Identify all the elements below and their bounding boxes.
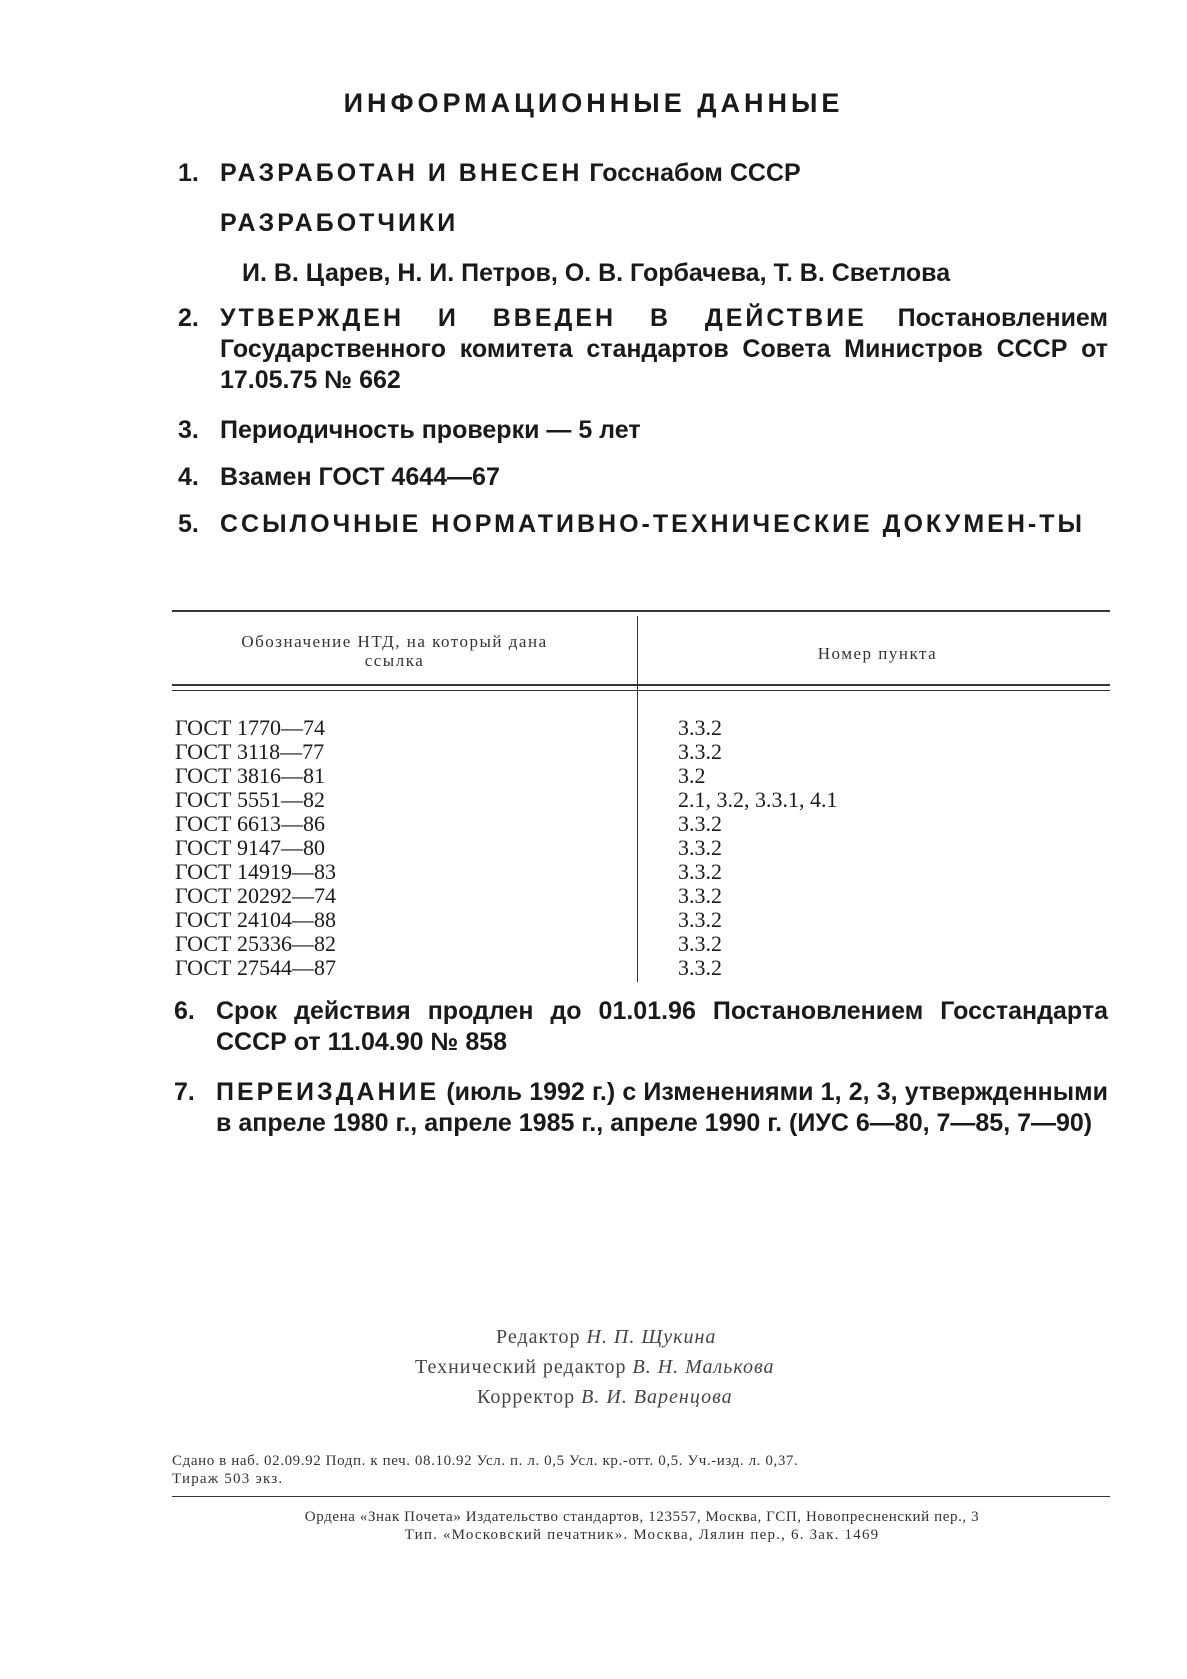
- item-text: Постановлением Государственного комитета стандартов Совета Министров СССР от 17.05.75 № 662: [220, 304, 1109, 394]
- table-cell-document: ГОСТ 14919—83: [175, 859, 336, 884]
- table-cell-document: ГОСТ 3118—77: [175, 739, 325, 764]
- table-cell-document: ГОСТ 9147—80: [175, 835, 325, 860]
- table-cell-clause: 3.3.2: [678, 715, 722, 740]
- item-number: 7.: [174, 1078, 195, 1106]
- imprint-line: Ордена «Знак Почета» Издательство стандартов, 123557, Москва, ГСП, Новопресненский пер., 3: [304, 1509, 980, 1525]
- item-3: [178, 415, 1108, 446]
- table-cell-document: ГОСТ 6613—86: [175, 811, 325, 836]
- item-2: [178, 303, 1108, 399]
- table-cell-document: ГОСТ 3816—81: [175, 763, 325, 788]
- table-column-clauses: [678, 716, 1098, 980]
- table-cell-clause: 3.2: [678, 763, 706, 788]
- item-text: Периодичность проверки — 5 лет: [220, 416, 641, 444]
- page-title: ИНФОРМАЦИОННЫЕ ДАННЫЕ: [343, 88, 844, 118]
- table-column-divider: [637, 616, 638, 982]
- tech-editor-line: [380, 1352, 900, 1382]
- proofreader-name: В. И. Варенцова: [581, 1386, 733, 1408]
- table-header-document: Обозначение НТД, на который дана ссылка: [241, 632, 548, 670]
- imprint-divider: [172, 1496, 1110, 1497]
- editor-name: Н. П. Щукина: [586, 1326, 717, 1348]
- table-cell-document: ГОСТ 27544—87: [175, 955, 336, 980]
- table-cell-clause: 3.3.2: [678, 931, 722, 956]
- item-1: [178, 158, 1108, 287]
- table-cell-clause: 3.3.2: [678, 907, 722, 932]
- editor-label: Редактор: [496, 1326, 581, 1348]
- table-cell-clause: 3.3.2: [678, 883, 722, 908]
- proofreader-line: [380, 1382, 900, 1412]
- item-text: Госснабом СССР: [589, 159, 801, 187]
- item-5: [178, 509, 1108, 571]
- table-cell-document: ГОСТ 24104—88: [175, 907, 336, 932]
- table-cell-clause: 3.3.2: [678, 859, 722, 884]
- table-cell-clause: 3.3.2: [678, 955, 722, 980]
- item-text: Взамен ГОСТ 4644—67: [220, 463, 500, 491]
- item-4: [178, 462, 1108, 493]
- item-number: 6.: [174, 997, 195, 1025]
- item-caps: ПЕРЕИЗДАНИЕ: [216, 1078, 440, 1106]
- table-cell-document: ГОСТ 1770—74: [175, 715, 325, 740]
- proofreader-label: Корректор: [477, 1386, 576, 1408]
- item-caps: УТВЕРЖДЕН И ВВЕДЕН В ДЕЙСТВИЕ: [220, 304, 867, 332]
- item-number: 2.: [178, 304, 199, 332]
- imprint-line: Тип. «Московский печатник». Москва, Лялин пер., 6. Зак. 1469: [404, 1527, 880, 1543]
- item-text: (июль 1992 г.) с Изменениями 1, 2, 3, утвержденными в апреле 1980 г., апреле 1985 г., апреле 1990 г. (ИУС 6—80, 7—85, 7—90): [216, 1078, 1108, 1137]
- table-header-clause: Номер пункта: [817, 644, 938, 663]
- item-caps: РАЗРАБОТАН И ВНЕСЕН: [220, 159, 583, 187]
- imprint-print-data: [172, 1452, 1112, 1488]
- imprint-line: Сдано в наб. 02.09.92 Подп. к печ. 08.10.92 Усл. п. л. 0,5 Усл. кр.-отт. 0,5. Уч.-изд. л. 0,37.: [172, 1453, 799, 1469]
- credits-block: [380, 1322, 900, 1412]
- table-cell-clause: 2.1, 3.2, 3.3.1, 4.1: [678, 787, 838, 812]
- editor-line: [380, 1322, 900, 1352]
- table-cell-document: ГОСТ 5551—82: [175, 787, 325, 812]
- item-number: 5.: [178, 510, 199, 538]
- tech-editor-name: В. Н. Малькова: [632, 1356, 775, 1378]
- developers-label: РАЗРАБОТЧИКИ: [220, 209, 459, 237]
- tech-editor-label: Технический редактор: [415, 1356, 627, 1378]
- table-cell-clause: 3.3.2: [678, 835, 722, 860]
- table-cell-clause: 3.3.2: [678, 739, 722, 764]
- table-cell-clause: 3.3.2: [678, 811, 722, 836]
- item-number: 3.: [178, 416, 199, 444]
- imprint-publisher: [172, 1508, 1112, 1544]
- table-column-documents: [175, 716, 615, 980]
- item-text: Срок действия продлен до 01.01.96 Постановлением Госстандарта СССР от 11.04.90 № 858: [216, 997, 1108, 1056]
- developers-list: И. В. Царев, Н. И. Петров, О. В. Горбачева, Т. В. Светлова: [242, 259, 951, 287]
- item-number: 4.: [178, 463, 199, 491]
- table-top-rule: [172, 610, 1110, 612]
- table-header-rule: [172, 684, 1110, 691]
- item-number: 1.: [178, 159, 199, 187]
- item-text: ССЫЛОЧНЫЕ НОРМАТИВНО-ТЕХНИЧЕСКИЕ ДОКУМЕН-ТЫ: [220, 510, 1085, 538]
- item-6: [174, 996, 1108, 1060]
- item-7: [174, 1077, 1108, 1173]
- table-cell-document: ГОСТ 20292—74: [175, 883, 336, 908]
- imprint-line: Тираж 503 экз.: [172, 1471, 284, 1487]
- table-cell-document: ГОСТ 25336—82: [175, 931, 336, 956]
